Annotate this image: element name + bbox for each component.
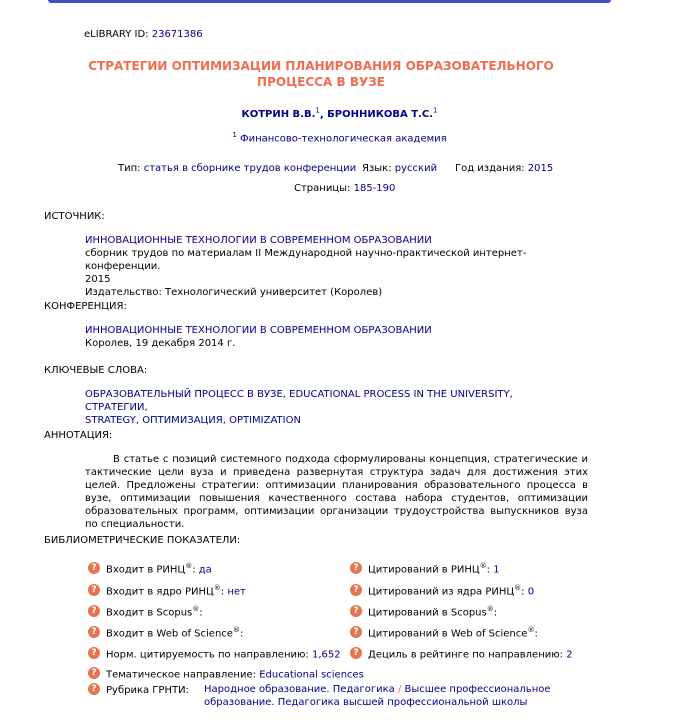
keywords-block[interactable] (85, 388, 565, 427)
annotation-text: В статье с позиций системного подхода сформулированы концепция, стратегические и тактические цели вуза и приведена развернутая структура задач для достижения этих целей. Предложены стратегии: оптимизации планирования образовательного процесса в вузе, оптимизации повышения качественного состава набора студентов, оптимизации образовательных программ, оптимизации организации трудоустройства выпускников вуза по специальности. (85, 454, 588, 530)
affiliation[interactable]: $^1$ Финансово-технологическая академия (232, 131, 447, 145)
elibrary-id (84, 29, 203, 40)
keywords-line-1[interactable]: ОБРАЗОВАТЕЛЬНЫЙ ПРОЦЕСС В ВУЗЕ, EDUCATIONAL PROCESS IN THE UNIVERSITY, СТРАТЕГИИ, (85, 389, 513, 413)
help-icon[interactable]: ? (88, 683, 100, 695)
metric-citations-rinc-core: ? Цитирований из ядра РИНЦ®: 0 (350, 580, 534, 596)
metric-rinc-core: ? Входит в ядро РИНЦ®: нет (88, 580, 246, 596)
metric-citations-wos: ? Цитирований в Web of Science®: (350, 622, 538, 638)
title-line-1: СТРАТЕГИИ ОПТИМИЗАЦИИ ПЛАНИРОВАНИЯ ОБРАЗОВАТЕЛЬНОГО (88, 59, 554, 73)
author-link[interactable]: КОТРИН В.В.$^1$ (241, 107, 320, 121)
source-label: ИСТОЧНИК: (44, 211, 105, 222)
help-icon[interactable]: ? (88, 626, 100, 638)
author-link[interactable]: БРОННИКОВА Т.С.$^1$ (327, 107, 438, 121)
help-icon[interactable]: ? (350, 584, 362, 596)
metric-rinc: ? Входит в РИНЦ®: да (88, 558, 212, 574)
article-title (60, 58, 582, 90)
rubric-link-2[interactable]: Высшее профессиональное образование. Педагогика высшей профессиональной школы (204, 684, 551, 708)
help-icon[interactable]: ? (88, 667, 100, 679)
meta-language: Язык: русский (362, 163, 438, 174)
title-line-2: ПРОЦЕССА В ВУЗЕ (257, 75, 385, 89)
help-icon[interactable]: ? (88, 584, 100, 596)
source-year: 2015 (85, 274, 111, 285)
source-description: сборник трудов по материалам II Международной научно-практической интернет-конференции. (85, 248, 527, 272)
meta-type: Тип: статья в сборнике трудов конференции (118, 163, 357, 174)
conference-label: КОНФЕРЕНЦИЯ: (44, 301, 127, 312)
annotation-label: АННОТАЦИЯ: (44, 430, 113, 441)
metric-citations-scopus: ? Цитирований в Scopus®: (350, 601, 497, 617)
citations-link[interactable]: 1 (493, 564, 500, 576)
meta-pages: Страницы: 185-190 (294, 183, 396, 194)
metric-wos: ? Входит в Web of Science®: (88, 622, 243, 638)
rubric-label: Рубрика ГРНТИ: (106, 685, 189, 696)
metric-decile: ? Дециль в рейтинге по направлению: 2 (350, 643, 573, 659)
meta-year: Год издания: 2015 (455, 163, 554, 174)
metric-thematic-direction: ? Тематическое направление: Educational sciences (88, 663, 364, 679)
top-frame-bar (48, 0, 611, 3)
help-icon[interactable]: ? (350, 562, 362, 574)
elibrary-id-label: eLIBRARY ID: (84, 29, 149, 40)
help-icon[interactable]: ? (88, 562, 100, 574)
help-icon[interactable]: ? (350, 626, 362, 638)
help-icon[interactable]: ? (350, 647, 362, 659)
source-block (85, 234, 565, 299)
source-publisher: Издательство: Технологический университет (Королев) (85, 287, 383, 298)
biblio-label: БИБЛИОМЕТРИЧЕСКИЕ ПОКАЗАТЕЛИ: (44, 535, 241, 546)
rubric-values (204, 683, 564, 709)
help-icon[interactable]: ? (88, 647, 100, 659)
conference-block (85, 324, 565, 350)
authors: КОТРИН В.В.$^1$, БРОННИКОВА Т.С.$^1$ (241, 107, 438, 121)
conference-title-link[interactable]: ИННОВАЦИОННЫЕ ТЕХНОЛОГИИ В СОВРЕМЕННОМ ОБРАЗОВАНИИ (85, 325, 432, 336)
keywords-label: КЛЮЧЕВЫЕ СЛОВА: (44, 365, 148, 376)
source-title-link[interactable]: ИННОВАЦИОННЫЕ ТЕХНОЛОГИИ В СОВРЕМЕННОМ ОБРАЗОВАНИИ (85, 235, 432, 246)
metric-norm-citation: ? Норм. цитируемость по направлению: 1,652 (88, 643, 341, 659)
metric-citations-rinc: ? Цитирований в РИНЦ®: 1 (350, 558, 500, 574)
help-icon[interactable]: ? (350, 605, 362, 617)
metric-scopus: ? Входит в Scopus®: (88, 601, 203, 617)
conference-place-date: Королев, 19 декабря 2014 г. (85, 338, 236, 349)
elibrary-id-value: 23671386 (151, 29, 203, 40)
rubric-link-1[interactable]: Народное образование. Педагогика (204, 684, 395, 695)
rubric-separator: / (394, 684, 405, 695)
thematic-direction-link[interactable]: Educational sciences (259, 669, 364, 681)
keywords-line-2[interactable]: STRATEGY, ОПТИМИЗАЦИЯ, OPTIMIZATION (85, 415, 301, 426)
metric-rubric (88, 683, 189, 699)
help-icon[interactable]: ? (88, 605, 100, 617)
